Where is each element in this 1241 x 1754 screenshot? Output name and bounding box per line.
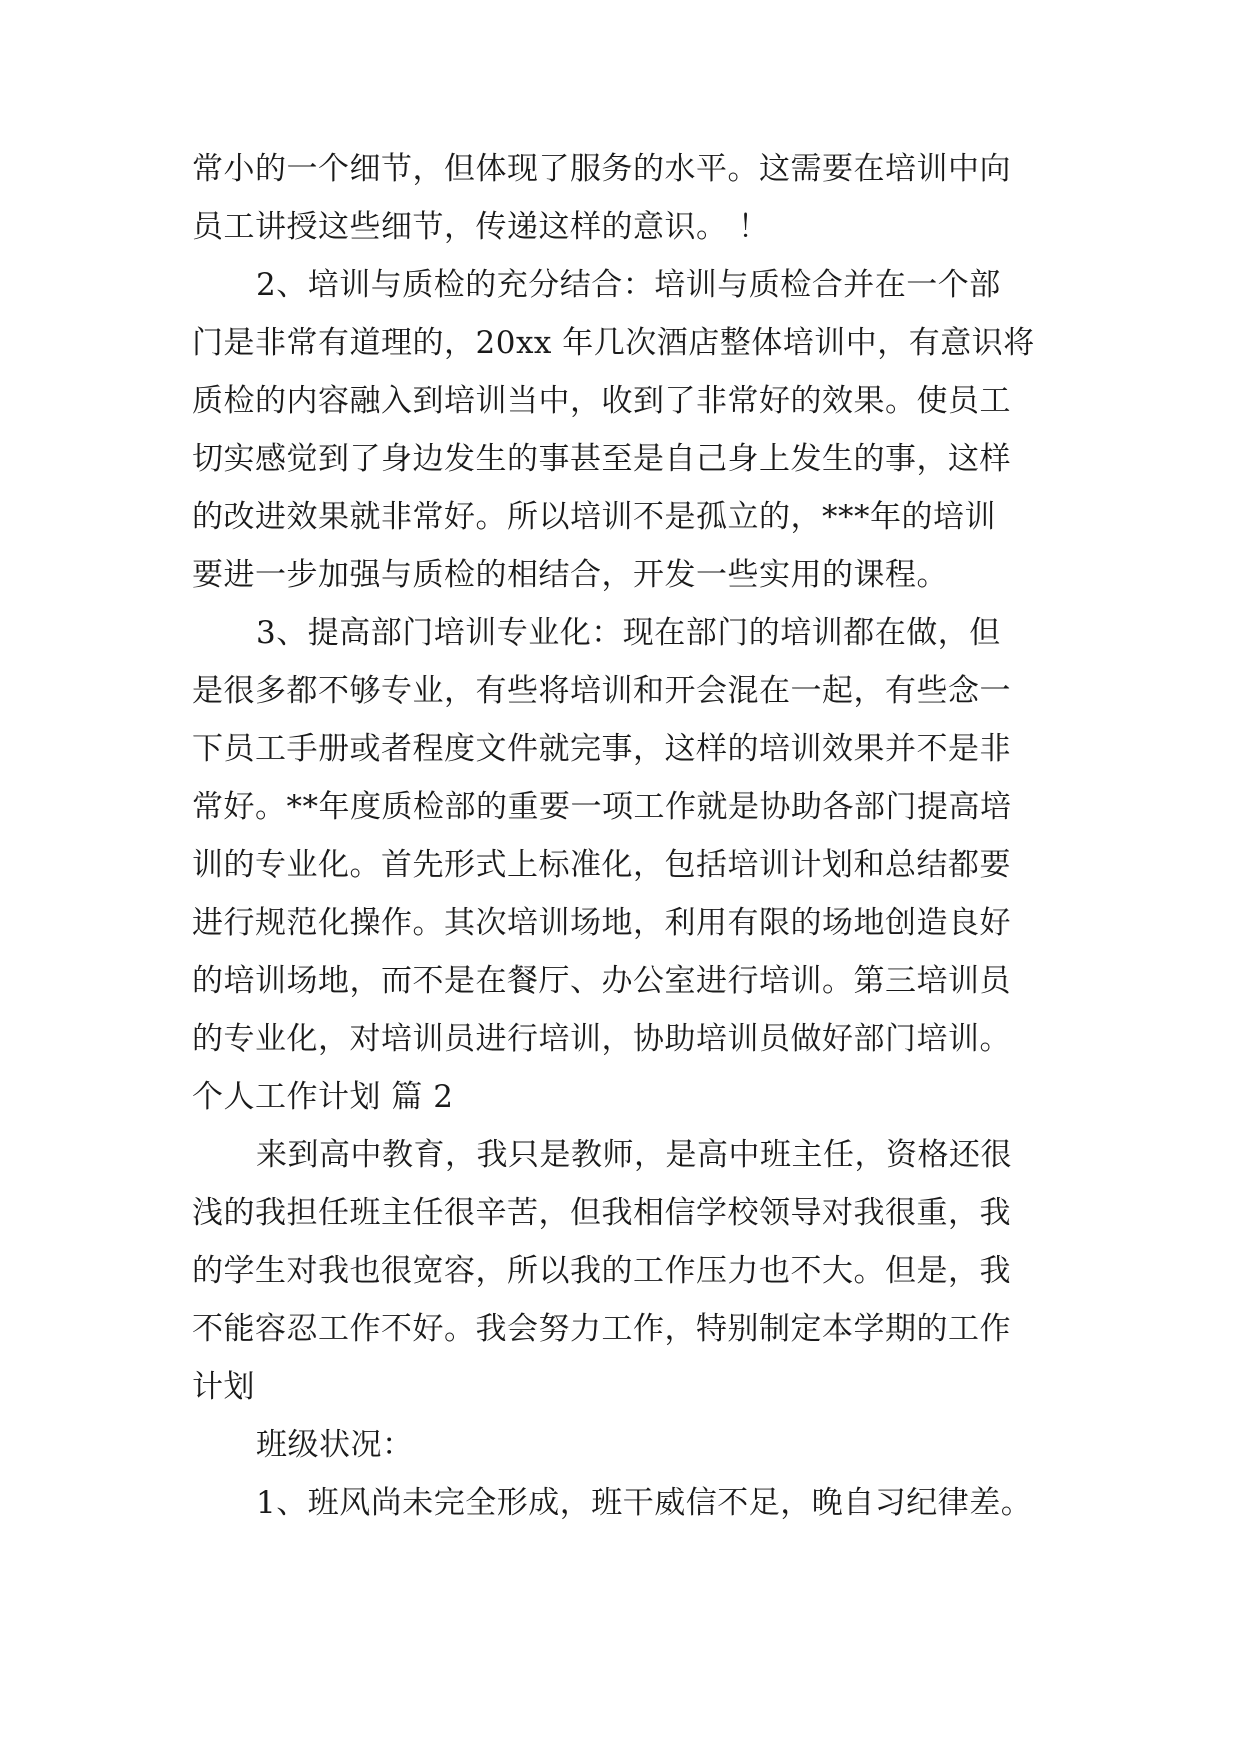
text-line: 质检的内容融入到培训当中，收到了非常好的效果。使员工	[192, 383, 1011, 419]
text-line: 是很多都不够专业，有些将培训和开会混在一起，有些念一	[192, 673, 1011, 709]
text-line: 的改进效果就非常好。所以培训不是孤立的，***年的培训	[192, 499, 996, 535]
text-line: 的专业化，对培训员进行培训，协助培训员做好部门培训。	[192, 1021, 1011, 1057]
text-line: 门是非常有道理的，20xx 年几次酒店整体培训中，有意识将	[192, 325, 1035, 361]
text-line: 进行规范化操作。其次培训场地，利用有限的场地创造良好	[192, 905, 1011, 941]
paragraph-start-line: 1、班风尚未完全形成，班干威信不足，晚自习纪律差。	[256, 1485, 1033, 1521]
text-line: 计划	[192, 1369, 255, 1405]
text-line: 常小的一个细节，但体现了服务的水平。这需要在培训中向	[192, 151, 1011, 187]
text-line: 不能容忍工作不好。我会努力工作，特别制定本学期的工作	[192, 1311, 1011, 1347]
paragraph-start-line: 3、提高部门培训专业化：现在部门的培训都在做，但	[256, 615, 1001, 651]
text-line: 浅的我担任班主任很辛苦，但我相信学校领导对我很重，我	[192, 1195, 1011, 1231]
text-line: 员工讲授这些细节，传递这样的意识。 ！	[192, 209, 770, 245]
paragraph-start-line: 来到高中教育，我只是教师，是高中班主任，资格还很	[256, 1137, 1012, 1173]
subheading-line: 班级状况：	[256, 1427, 414, 1463]
text-line: 切实感觉到了身边发生的事甚至是自己身上发生的事，这样	[192, 441, 1011, 477]
text-line: 的学生对我也很宽容，所以我的工作压力也不大。但是，我	[192, 1253, 1011, 1289]
section-heading: 个人工作计划 篇 2	[192, 1079, 454, 1115]
text-line: 要进一步加强与质检的相结合，开发一些实用的课程。	[192, 557, 948, 593]
text-line: 训的专业化。首先形式上标准化，包括培训计划和总结都要	[192, 847, 1011, 883]
text-line: 下员工手册或者程度文件就完事，这样的培训效果并不是非	[192, 731, 1011, 767]
document-body	[192, 140, 1092, 1532]
text-line: 常好。**年度质检部的重要一项工作就是协助各部门提高培	[192, 789, 1012, 825]
paragraph-start-line: 2、培训与质检的充分结合：培训与质检合并在一个部	[256, 267, 1001, 303]
text-line: 的培训场地，而不是在餐厅、办公室进行培训。第三培训员	[192, 963, 1011, 999]
